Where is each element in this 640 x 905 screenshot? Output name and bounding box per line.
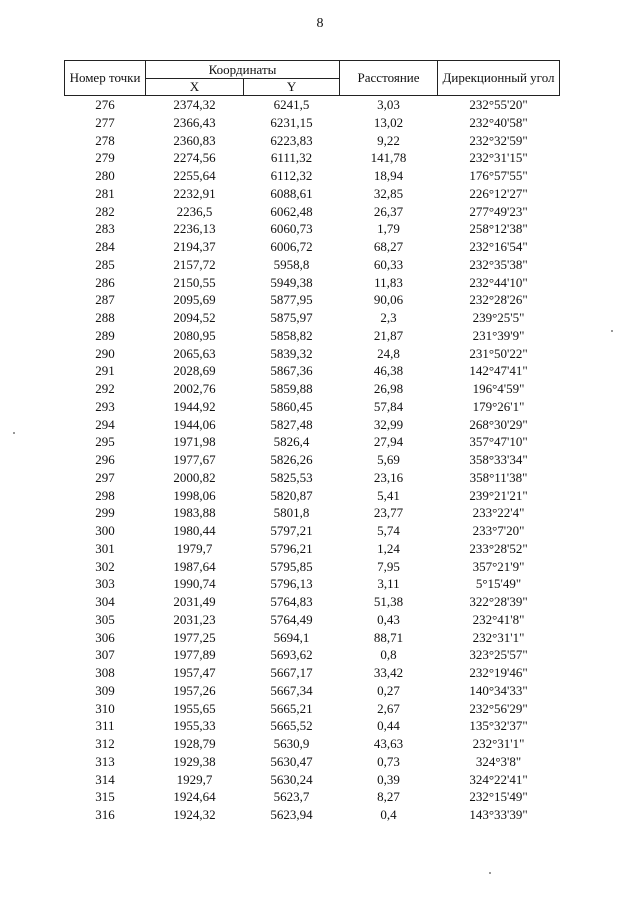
cell-distance: 90,06 <box>373 292 404 308</box>
cell-point-number: 301 <box>95 540 115 556</box>
scan-speck <box>489 872 491 874</box>
cell-distance: 0,39 <box>377 771 400 787</box>
cell-distance: 26,98 <box>373 381 404 396</box>
cell-y: 5858,82 <box>270 327 313 343</box>
cell-x: 2065,63 <box>173 345 216 361</box>
cell-point-number: 281 <box>95 185 115 201</box>
table-row <box>65 203 560 221</box>
cell-direction-angle: 232°16'54" <box>469 239 528 254</box>
cell-y: 5825,53 <box>270 469 313 485</box>
table-row <box>65 451 560 469</box>
header-point-number: Номер точки <box>65 61 146 96</box>
cell-x: 1990,74 <box>173 576 216 592</box>
header-distance: Расстояние <box>340 61 438 96</box>
cell-distance: 1,79 <box>377 221 400 237</box>
cell-y: 5958,8 <box>273 256 310 272</box>
cell-point-number: 306 <box>95 629 115 645</box>
table-row <box>65 717 560 735</box>
cell-point-number: 278 <box>95 132 115 148</box>
page-number: 8 <box>316 16 324 31</box>
cell-distance: 18,94 <box>373 168 404 183</box>
table-row <box>65 345 560 363</box>
table-row <box>65 149 560 167</box>
cell-y: 5801,8 <box>273 505 310 521</box>
cell-y: 5826,26 <box>270 452 313 467</box>
cell-distance: 27,94 <box>373 434 404 450</box>
cell-y: 6231,15 <box>270 114 313 130</box>
cell-direction-angle: 143°33'39" <box>469 807 528 822</box>
cell-distance: 0,43 <box>377 611 400 627</box>
cell-x: 1955,33 <box>173 718 216 734</box>
cell-x: 1957,26 <box>173 682 216 698</box>
cell-point-number: 307 <box>95 647 115 663</box>
cell-point-number: 295 <box>95 434 115 450</box>
table-row <box>65 558 560 576</box>
cell-x: 2095,69 <box>173 292 216 308</box>
cell-y: 5630,47 <box>270 753 313 769</box>
table-row <box>65 167 560 185</box>
cell-x: 2150,55 <box>173 274 216 290</box>
cell-x: 1971,98 <box>173 434 216 450</box>
cell-y: 6088,61 <box>270 185 313 201</box>
cell-y: 5667,17 <box>270 665 313 680</box>
cell-distance: 3,03 <box>377 97 400 112</box>
scan-speck <box>13 432 15 434</box>
cell-x: 1979,7 <box>176 540 213 556</box>
cell-x: 2236,5 <box>176 203 213 219</box>
table-row <box>65 256 560 274</box>
table-row <box>65 185 560 203</box>
cell-x: 2002,76 <box>173 381 216 396</box>
cell-x: 1977,67 <box>173 452 216 467</box>
cell-distance: 51,38 <box>373 594 404 609</box>
cell-y: 6006,72 <box>270 239 313 254</box>
table-row <box>65 327 560 345</box>
cell-x: 1987,64 <box>173 558 216 574</box>
cell-y: 6223,83 <box>270 132 313 148</box>
cell-distance: 57,84 <box>373 398 404 414</box>
cell-x: 2000,82 <box>173 469 216 485</box>
cell-distance: 2,67 <box>377 700 400 716</box>
cell-point-number: 277 <box>95 114 115 130</box>
cell-y: 5797,21 <box>270 523 313 538</box>
cell-distance: 21,87 <box>373 327 404 343</box>
cell-direction-angle: 323°25'57" <box>469 647 528 663</box>
cell-point-number: 283 <box>95 221 115 237</box>
cell-direction-angle: 357°47'10" <box>469 434 528 450</box>
cell-distance: 60,33 <box>373 256 404 272</box>
table-row <box>65 593 560 611</box>
cell-x: 1924,32 <box>173 807 216 822</box>
cell-distance: 1,24 <box>377 540 400 556</box>
table-row <box>65 664 560 682</box>
cell-x: 2028,69 <box>173 363 216 379</box>
cell-y: 5623,94 <box>270 807 313 822</box>
cell-x: 1955,65 <box>173 700 216 716</box>
table-row <box>65 96 560 114</box>
cell-distance: 5,41 <box>377 487 400 503</box>
cell-point-number: 285 <box>95 256 115 272</box>
table-row <box>65 753 560 771</box>
cell-direction-angle: 233°7'20" <box>472 523 525 538</box>
cell-y: 5877,95 <box>270 292 313 308</box>
table-row <box>65 682 560 700</box>
cell-x: 2157,72 <box>173 256 216 272</box>
cell-direction-angle: 142°47'41" <box>469 363 528 379</box>
cell-point-number: 309 <box>95 682 115 698</box>
cell-y: 6241,5 <box>273 97 310 112</box>
cell-point-number: 305 <box>95 611 115 627</box>
cell-direction-angle: 233°28'52" <box>469 540 528 556</box>
table-row <box>65 398 560 416</box>
cell-y: 5623,7 <box>273 789 310 805</box>
table-row <box>65 220 560 238</box>
cell-distance: 13,02 <box>373 114 404 130</box>
table-row <box>65 291 560 309</box>
cell-distance: 32,99 <box>373 416 404 432</box>
cell-point-number: 314 <box>95 771 115 787</box>
cell-x: 2194,37 <box>173 239 216 254</box>
cell-distance: 43,63 <box>373 736 404 751</box>
cell-direction-angle: 179°26'1" <box>472 398 525 414</box>
cell-direction-angle: 324°3'8" <box>475 753 522 769</box>
cell-y: 5795,85 <box>270 558 313 574</box>
cell-y: 5667,34 <box>270 682 313 698</box>
cell-point-number: 316 <box>95 807 115 822</box>
cell-direction-angle: 358°33'34" <box>469 452 528 467</box>
table-row <box>65 806 560 824</box>
cell-point-number: 276 <box>95 97 115 112</box>
cell-y: 5860,45 <box>270 398 313 414</box>
cell-point-number: 310 <box>95 700 115 716</box>
cell-y: 5796,13 <box>270 576 313 592</box>
cell-direction-angle: 232°19'46" <box>469 665 528 680</box>
cell-x: 2366,43 <box>173 114 216 130</box>
table-row <box>65 309 560 327</box>
cell-x: 2094,52 <box>173 310 216 325</box>
cell-direction-angle: 239°25'5" <box>472 310 525 325</box>
cell-point-number: 297 <box>95 469 115 485</box>
cell-distance: 0,73 <box>377 753 400 769</box>
cell-point-number: 303 <box>95 576 115 592</box>
cell-direction-angle: 258°12'38" <box>469 221 528 237</box>
header-direction-angle: Дирекционный угол <box>438 61 560 96</box>
cell-direction-angle: 135°32'37" <box>469 718 528 734</box>
cell-point-number: 294 <box>95 416 115 432</box>
cell-distance: 0,4 <box>380 807 397 822</box>
table-row <box>65 238 560 256</box>
cell-distance: 11,83 <box>374 274 403 290</box>
cell-y: 5693,62 <box>270 647 313 663</box>
cell-direction-angle: 232°44'10" <box>469 274 528 290</box>
cell-distance: 33,42 <box>373 665 404 680</box>
cell-direction-angle: 5°15'49" <box>475 576 522 592</box>
cell-point-number: 296 <box>95 452 115 467</box>
cell-distance: 2,3 <box>380 310 397 325</box>
cell-x: 1957,47 <box>173 665 216 680</box>
table-row <box>65 487 560 505</box>
table-row <box>65 735 560 753</box>
table-row <box>65 416 560 434</box>
cell-distance: 0,27 <box>377 682 400 698</box>
cell-y: 5859,88 <box>270 381 313 396</box>
cell-x: 1998,06 <box>173 487 216 503</box>
table-row <box>65 274 560 292</box>
cell-point-number: 304 <box>95 594 115 609</box>
cell-distance: 7,95 <box>377 558 400 574</box>
cell-y: 5764,83 <box>270 594 313 609</box>
cell-x: 1944,92 <box>173 398 216 414</box>
table-row <box>65 362 560 380</box>
cell-y: 5694,1 <box>273 629 310 645</box>
table-row <box>65 114 560 132</box>
table-row <box>65 132 560 150</box>
cell-y: 5867,36 <box>270 363 313 379</box>
header-y: Y <box>244 79 340 96</box>
table-row <box>65 771 560 789</box>
cell-direction-angle: 358°11'38" <box>469 469 528 485</box>
table-row <box>65 433 560 451</box>
cell-point-number: 284 <box>95 239 115 254</box>
cell-distance: 88,71 <box>373 629 404 645</box>
cell-x: 1924,64 <box>173 789 216 805</box>
cell-x: 2274,56 <box>173 150 216 166</box>
cell-x: 1977,25 <box>173 629 216 645</box>
cell-y: 5665,21 <box>270 700 313 716</box>
cell-distance: 9,22 <box>377 132 400 148</box>
cell-x: 2031,49 <box>173 594 216 609</box>
cell-distance: 23,16 <box>373 469 404 485</box>
cell-direction-angle: 232°55'20" <box>469 97 528 112</box>
cell-y: 6112,32 <box>270 168 313 183</box>
cell-direction-angle: 232°35'38" <box>469 256 528 272</box>
table-row <box>65 611 560 629</box>
cell-y: 5839,32 <box>270 345 313 361</box>
cell-y: 6111,32 <box>270 150 313 166</box>
cell-distance: 5,74 <box>377 523 400 538</box>
table-row <box>65 380 560 398</box>
table-body <box>65 96 560 824</box>
header-coordinates: Координаты <box>146 61 340 79</box>
cell-x: 2232,91 <box>173 185 216 201</box>
cell-direction-angle: 232°40'58" <box>469 114 528 130</box>
cell-direction-angle: 357°21'9" <box>472 558 525 574</box>
table-row <box>65 788 560 806</box>
cell-direction-angle: 322°28'39" <box>469 594 528 609</box>
table-row <box>65 469 560 487</box>
table-row <box>65 540 560 558</box>
cell-direction-angle: 232°15'49" <box>469 789 528 805</box>
cell-y: 5875,97 <box>270 310 313 325</box>
cell-y: 5630,9 <box>273 736 310 751</box>
cell-point-number: 288 <box>95 310 115 325</box>
cell-direction-angle: 232°31'1" <box>472 629 525 645</box>
cell-x: 1929,38 <box>173 753 216 769</box>
cell-point-number: 315 <box>95 789 115 805</box>
cell-direction-angle: 232°28'26" <box>469 292 528 308</box>
cell-point-number: 287 <box>95 292 115 308</box>
cell-direction-angle: 268°30'29" <box>469 416 528 432</box>
cell-y: 5764,49 <box>270 611 313 627</box>
cell-distance: 68,27 <box>373 239 404 254</box>
cell-direction-angle: 176°57'55" <box>469 168 528 183</box>
cell-x: 1944,06 <box>173 416 216 432</box>
cell-point-number: 286 <box>95 274 115 290</box>
cell-point-number: 299 <box>95 505 115 521</box>
table-row <box>65 646 560 664</box>
cell-direction-angle: 324°22'41" <box>469 771 528 787</box>
cell-direction-angle: 232°32'59" <box>469 132 528 148</box>
cell-x: 2236,13 <box>173 221 216 237</box>
cell-distance: 23,77 <box>373 505 404 521</box>
cell-point-number: 292 <box>95 381 115 396</box>
coordinates-table <box>64 60 560 824</box>
cell-y: 5827,48 <box>270 416 313 432</box>
table-row <box>65 522 560 540</box>
cell-point-number: 300 <box>95 523 115 538</box>
cell-direction-angle: 232°56'29" <box>469 700 528 716</box>
cell-direction-angle: 277°49'23" <box>469 203 528 219</box>
cell-x: 2374,32 <box>173 97 216 112</box>
cell-point-number: 280 <box>95 168 115 183</box>
cell-point-number: 282 <box>95 203 115 219</box>
cell-direction-angle: 232°31'15" <box>469 150 528 166</box>
scan-speck <box>611 330 613 332</box>
cell-direction-angle: 233°22'4" <box>472 505 525 521</box>
header-x: X <box>146 79 244 96</box>
cell-point-number: 291 <box>95 363 115 379</box>
cell-direction-angle: 140°34'33" <box>469 682 528 698</box>
cell-direction-angle: 232°41'8" <box>472 611 525 627</box>
cell-x: 2360,83 <box>173 132 216 148</box>
cell-distance: 46,38 <box>373 363 404 379</box>
cell-x: 1980,44 <box>173 523 216 538</box>
cell-x: 2080,95 <box>173 327 216 343</box>
cell-distance: 24,8 <box>377 345 400 361</box>
cell-direction-angle: 232°31'1" <box>472 736 525 751</box>
cell-distance: 5,69 <box>377 452 400 467</box>
cell-point-number: 311 <box>95 718 115 734</box>
cell-x: 1929,7 <box>176 771 213 787</box>
cell-direction-angle: 231°39'9" <box>472 327 525 343</box>
cell-point-number: 290 <box>95 345 115 361</box>
table-row <box>65 629 560 647</box>
cell-point-number: 312 <box>95 736 115 751</box>
cell-x: 1977,89 <box>173 647 216 663</box>
cell-point-number: 279 <box>95 150 115 166</box>
cell-y: 5820,87 <box>270 487 313 503</box>
cell-point-number: 293 <box>95 398 115 414</box>
cell-point-number: 308 <box>95 665 115 680</box>
cell-direction-angle: 231°50'22" <box>469 345 528 361</box>
cell-distance: 3,11 <box>377 576 400 592</box>
cell-y: 5665,52 <box>270 718 313 734</box>
cell-distance: 8,27 <box>377 789 400 805</box>
cell-point-number: 289 <box>95 327 115 343</box>
cell-direction-angle: 196°4'59" <box>472 381 525 396</box>
cell-point-number: 298 <box>95 487 115 503</box>
cell-point-number: 313 <box>95 753 115 769</box>
cell-y: 5630,24 <box>270 771 313 787</box>
cell-x: 1928,79 <box>173 736 216 751</box>
cell-y: 5796,21 <box>270 540 313 556</box>
cell-y: 6062,48 <box>270 203 313 219</box>
table-row <box>65 700 560 718</box>
cell-x: 1983,88 <box>173 505 216 521</box>
cell-distance: 0,44 <box>377 718 400 734</box>
cell-point-number: 302 <box>95 558 115 574</box>
cell-y: 5826,4 <box>273 434 310 450</box>
cell-distance: 141,78 <box>370 150 407 166</box>
cell-y: 6060,73 <box>270 221 313 237</box>
cell-y: 5949,38 <box>270 274 313 290</box>
cell-distance: 0,8 <box>380 647 397 663</box>
cell-direction-angle: 226°12'27" <box>469 185 528 201</box>
table-header <box>65 61 560 96</box>
table-row <box>65 575 560 593</box>
table-row <box>65 504 560 522</box>
cell-x: 2031,23 <box>173 611 216 627</box>
cell-distance: 26,37 <box>373 203 404 219</box>
cell-distance: 32,85 <box>373 185 404 201</box>
cell-x: 2255,64 <box>173 168 216 183</box>
cell-direction-angle: 239°21'21" <box>469 487 528 503</box>
